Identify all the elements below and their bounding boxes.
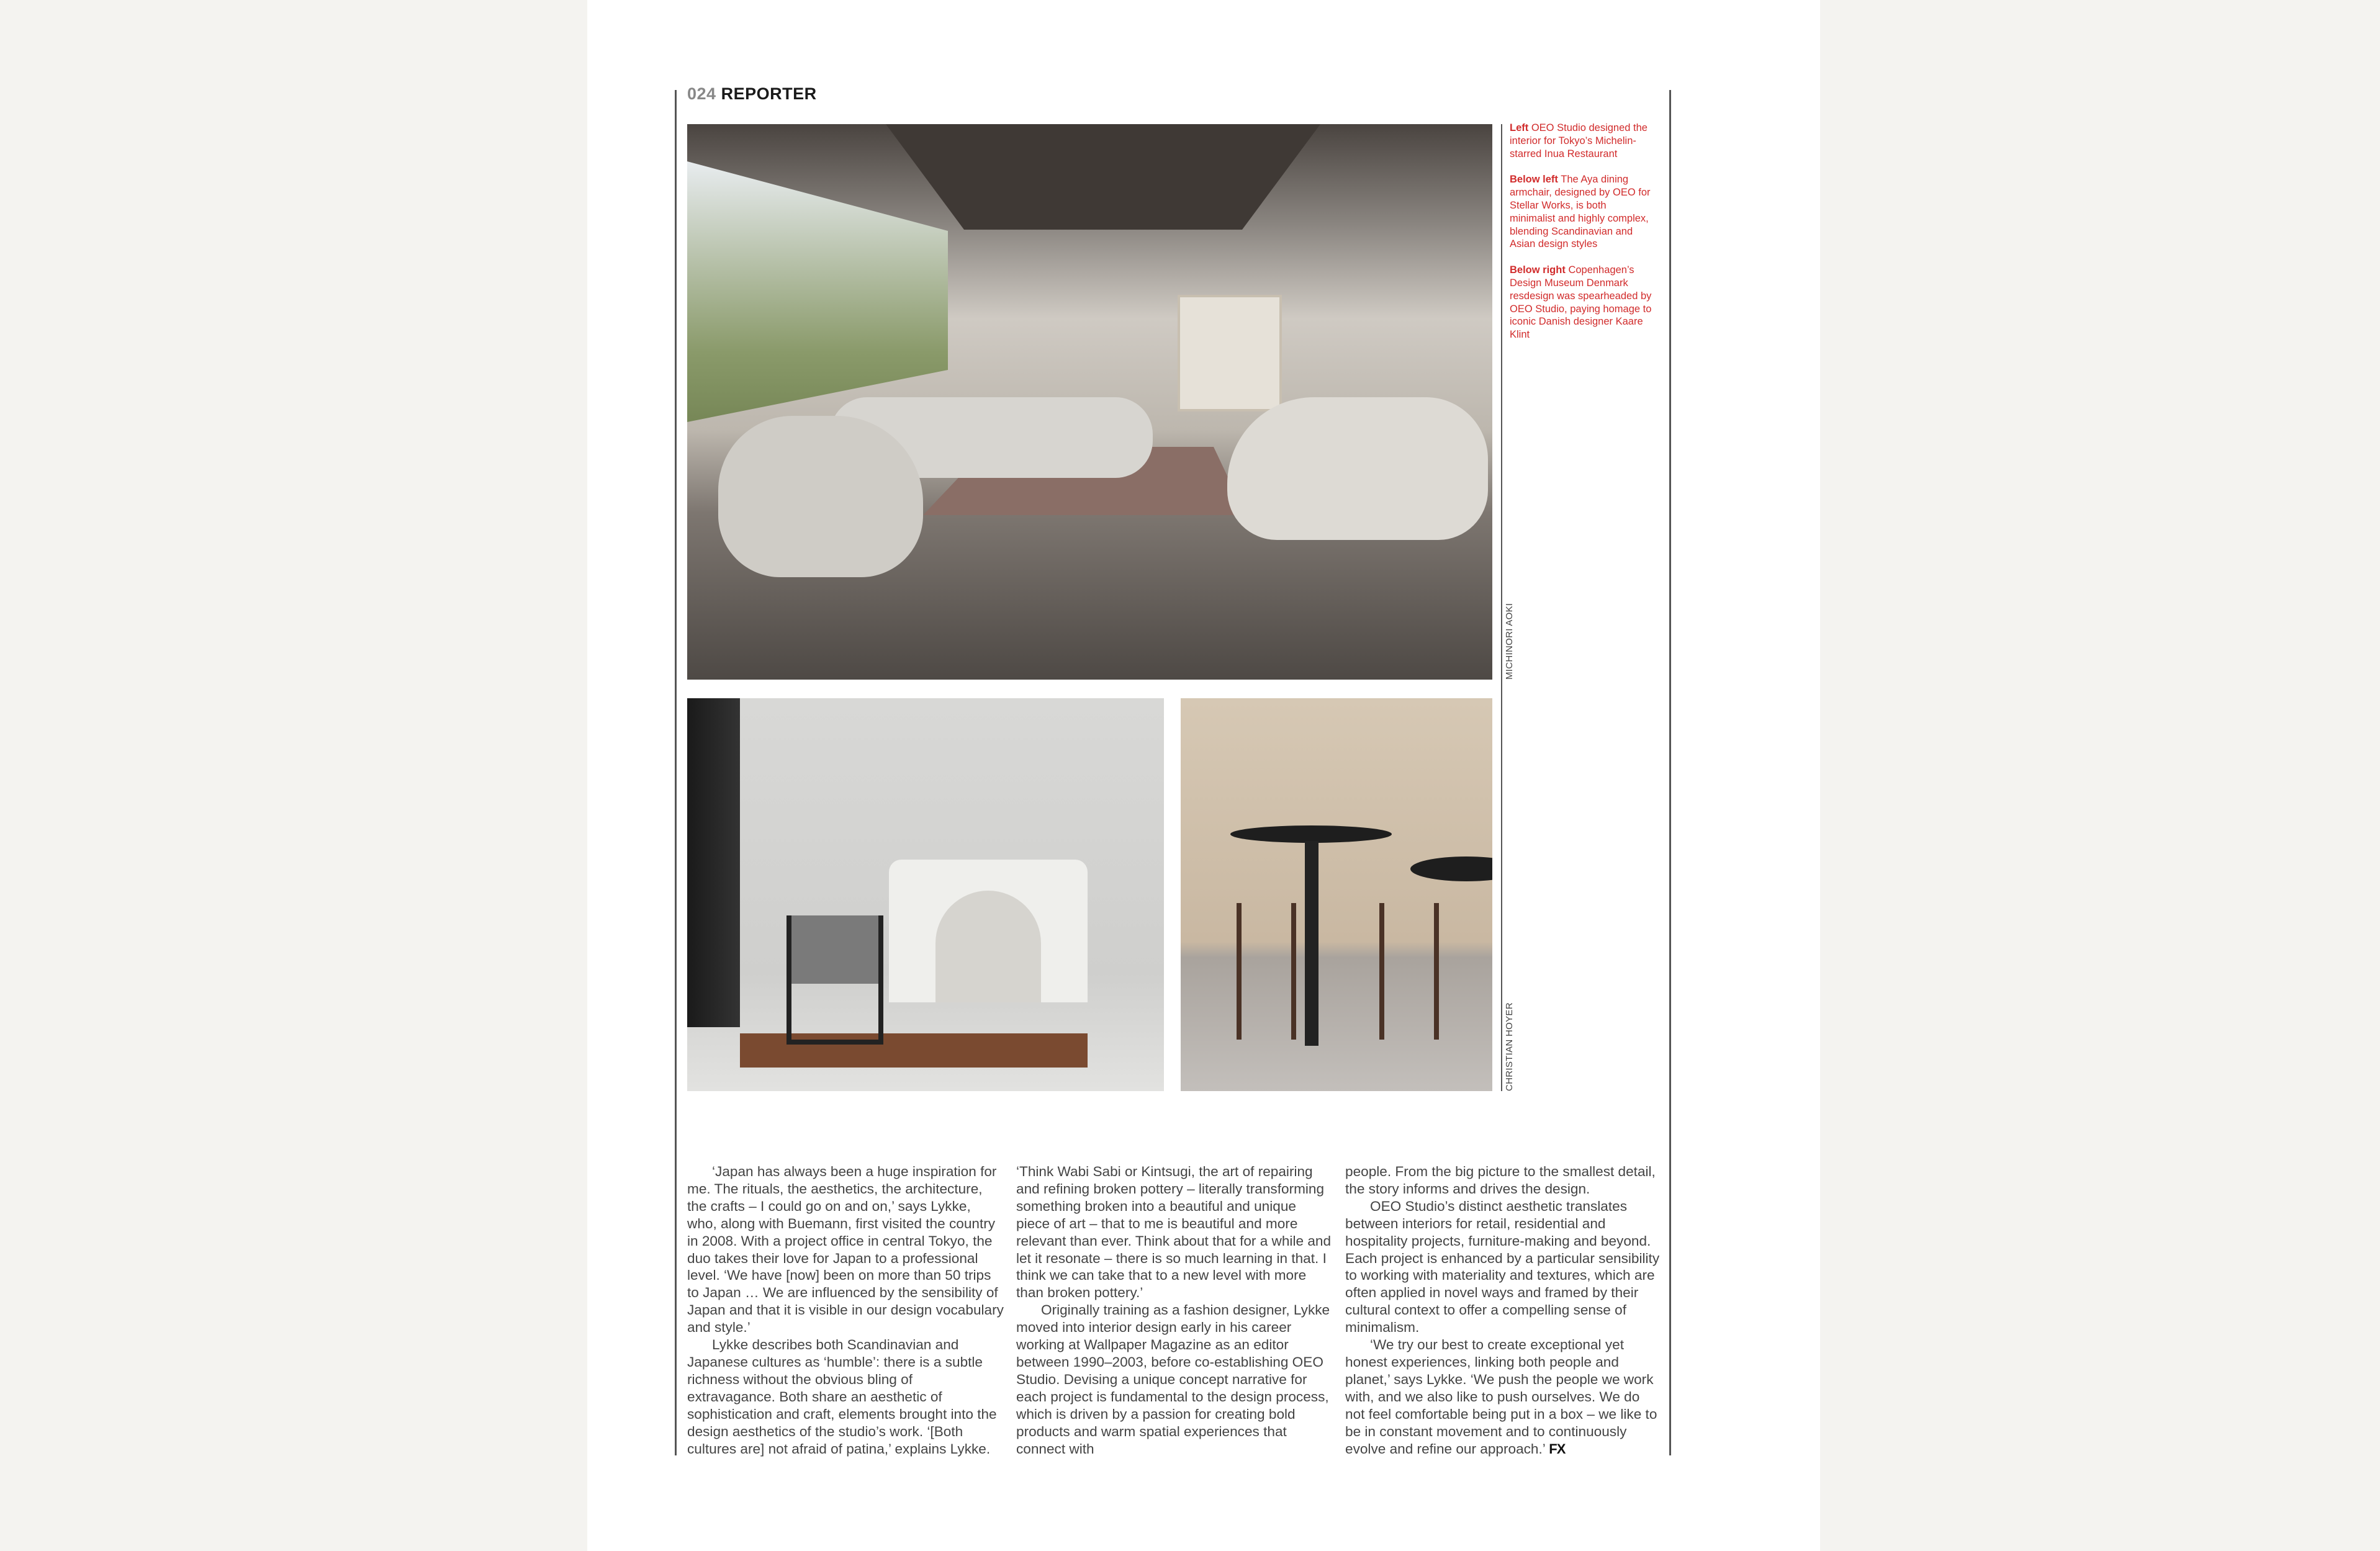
photo-captions [1510,122,1652,354]
caption-below-right [1510,264,1652,341]
caption-rule [1501,124,1502,1091]
left-margin-rule [675,90,677,1455]
paragraph: Originally training as a fashion designer, Lykke moved into interior design early in his career working at Wallpaper Magazine as an editor between 1990–2003, before co-establishing OEO Studio. Devising a unique concept narrative for each project is fundamental to the design process, which is driven by a passion for creating bold products and warm spatial experiences that connect with [1016,1302,1330,1457]
caption-text: The Aya dining armchair, designed by OEO for Stellar Works, is both minimalist and highly complex, blending Scandinavian and Asian design styles [1510,174,1651,250]
page-header [687,84,817,104]
photo-credit-lower: CHRISTIAN HOYER [1504,1002,1515,1091]
paragraph-text: ‘We try our best to create exceptional yet honest experiences, linking both people and planet,’ says Lykke. ‘We push the people we work with, and we also like to push ourselves. We do not feel comfortable being put in a box – we like to be in constant movement and to continuously evolve and refine our approach.’ [1345,1337,1657,1457]
caption-below-left [1510,173,1652,251]
photo-design-museum-tables [1181,698,1492,1091]
paragraph: ‘Japan has always been a huge inspiration for me. The rituals, the aesthetics, the architecture, the crafts – I could go on and on,’ says Lykke, who, along with Buemann, first visited the country in 2008. With a project office in central Tokyo, the duo takes their love for Japan to a professional level. ‘We have [now] been on more than 50 trips to Japan … We are influenced by the sensibility of Japan and that it is visible in our design vocabulary and style.’ [687,1164,1004,1336]
paragraph: OEO Studio’s distinct aesthetic translates between interiors for retail, residential and hospitality projects, furniture-making and beyond. Each project is enhanced by a particular sensibility to working with materiality and textures, which are often applied in novel ways and framed by their cultural context to offer a compelling sense of minimalism. [1345,1198,1660,1336]
paragraph: people. From the big picture to the smallest detail, the story informs and drives the design. [1345,1164,1656,1197]
section-title: REPORTER [721,84,817,103]
caption-label: Left [1510,122,1529,133]
photo-aya-armchair [687,698,1164,1091]
body-column-2 [1016,1163,1333,1457]
paragraph: ‘Think Wabi Sabi or Kintsugi, the art of repairing and refining broken pottery – literally transforming something broken into a beautiful and unique piece of art – that to me is beautiful and more relevant than ever. Think about that for a while and let it resonate – there is so much learning in that. I think we can take that to a new level with more than broken pottery.’ [1016,1164,1332,1301]
body-column-3 [1345,1163,1662,1457]
page-number: 024 [687,84,716,103]
caption-label: Below left [1510,174,1558,186]
caption-text: OEO Studio designed the interior for Tokyo’s Michelin-starred Inua Restaurant [1510,122,1648,160]
paragraph: Lykke describes both Scandinavian and Japanese cultures as ‘humble’: there is a subtle richness without the obvious bling of extravagance. Both share an aesthetic of sophistication and craft, elements brought into the design aesthetics of the studio’s work. ‘[Both cultures are] not afraid of patina,’ explains Lykke. [687,1337,997,1457]
caption-left [1510,122,1652,160]
paragraph-last [1345,1336,1662,1457]
body-column-1 [687,1163,1004,1457]
photo-inua-restaurant-interior [687,124,1492,680]
caption-text: Copenhagen’s Design Museum Denmark resdesign was spearheaded by OEO Studio, paying homage to iconic Danish designer Kaare Klint [1510,264,1652,341]
end-mark: FX [1549,1441,1566,1457]
caption-label: Below right [1510,264,1566,276]
photo-credit-main: MICHINORI AOKI [1504,603,1515,680]
right-margin-rule [1669,90,1671,1455]
